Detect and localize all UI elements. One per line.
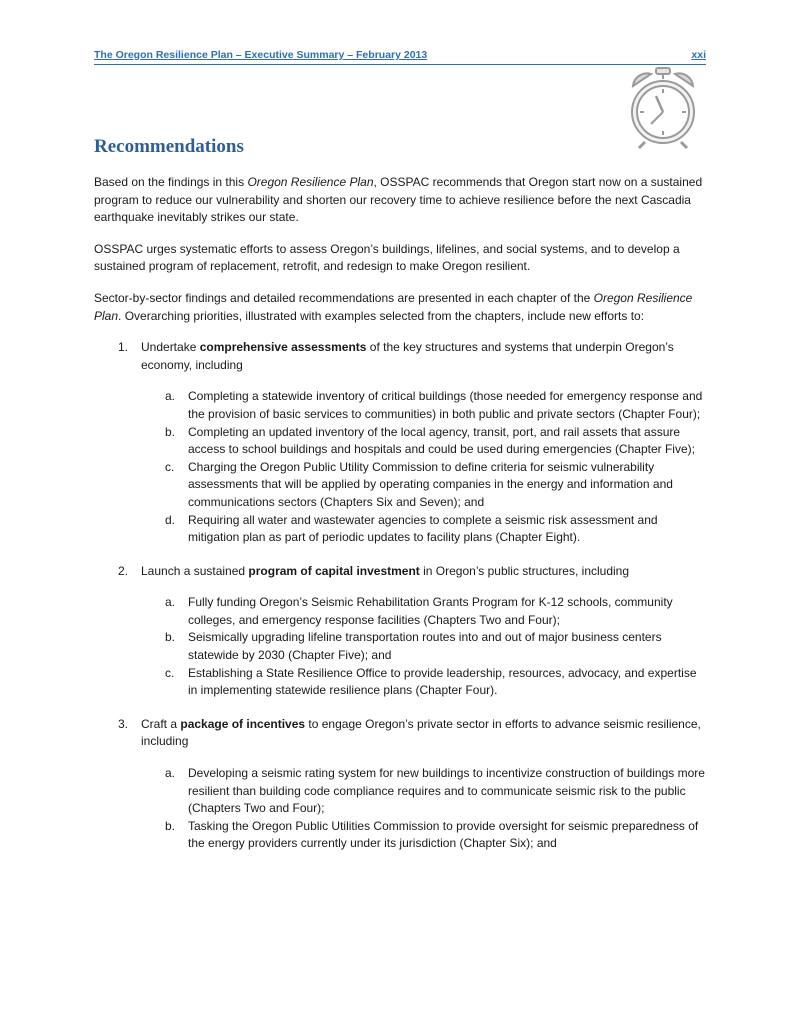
recommendation-list (94, 339, 706, 853)
list-item: a. Fully funding Oregon’s Seismic Rehabilitation Grants Program for K-12 schools, community colleges, and emergency response facilities (Chapters Two and Four); (165, 595, 673, 627)
alarm-clock-icon (623, 66, 703, 150)
list-item: b. Completing an updated inventory of the local agency, transit, port, and rail assets that assure access to school buildings and hospitals and could be used during emergencies (Chapter Five); (165, 424, 695, 457)
list-item: d. Requiring all water and wastewater agencies to complete a seismic risk assessment and mitigation plan as part of periodic updates to facility plans (Chapter Eight). (165, 512, 658, 545)
body-content (94, 174, 706, 869)
section-heading: Recommendations (94, 136, 244, 157)
header-title: The Oregon Resilience Plan – Executive Summary – February 2013 (94, 49, 428, 61)
running-header (94, 48, 706, 65)
list-item: b. Tasking the Oregon Public Utilities Commission to provide oversight for seismic preparedness of the energy providers currently under its jurisdiction (Chapter Six); and (165, 818, 699, 851)
page-number: xxi (691, 49, 706, 61)
intro-paragraph: Based on the findings in this Oregon Resilience Plan, OSSPAC recommends that Oregon start now on a sustained program to reduce our vulnerability and shorten our recovery time to achieve resilience before the next Cascadia earthquake inevitably strikes our state. (94, 175, 703, 225)
list-item: c. Establishing a State Resilience Office to provide leadership, resources, advocacy, and expertise in implementing statewide resilience plans (Chapter Four). (165, 665, 697, 698)
priorities-paragraph: Sector-by-sector findings and detailed recommendations are presented in each chapter of the Oregon Resilience Plan. Overarching priorities, illustrated with examples selected from the chapters, include new efforts to: (94, 290, 693, 323)
urge-paragraph: OSSPAC urges systematic efforts to assess Oregon’s buildings, lifelines, and social systems, and to develop a sustained program of replacement, retrofit, and redesign to make Oregon resilient. (94, 241, 680, 274)
recommendation-2: 2. Launch a sustained program of capital investment in Oregon’s public structures, including a. Fully funding Oregon’s Seismic Rehabilitation Grants Program for K-12 schools, community colleges, and emergency response facilities (Chapters Two and Four); b. Seismically upgrading lifeline transportation routes into and out of major business centers statewide by 2030 (Chapter Five); and c. Establishing a State Resilience Office to provide leadership, resources, advocacy, and expertise in implementing statewide resilience plans (Chapter Four). (94, 563, 706, 700)
recommendation-1: 1. Undertake comprehensive assessments of the key structures and systems that underpin Oregon’s economy, including a. Completing a statewide inventory of critical buildings (those needed for emergency response and the provision of basic services to communities) in both public and private sectors (Chapter Four); b. Completing an updated inventory of the local agency, transit, port, and rail assets that assure access to school buildings and hospitals and could be used during emergencies (Chapter Five); c. Charging the Oregon Public Utility Commission to define criteria for seismic vulnerability assessments that will be applied by operating companies in the energy and information and communications sectors (Chapters Six and Seven); and d. Requiring all water and wastewater agencies to complete a seismic risk assessment and mitigation plan as part of periodic updates to facility plans (Chapter Eight). (94, 339, 706, 547)
recommendation-3: 3. Craft a package of incentives to engage Oregon’s private sector in efforts to advance seismic resilience, including a. Developing a seismic rating system for new buildings to incentivize construction of buildings more resilient than building code compliance requires and to communicate seismic risk to the public (Chapters Two and Four); b. Tasking the Oregon Public Utilities Commission to provide oversight for seismic preparedness of the energy providers currently under its jurisdiction (Chapter Six); and (94, 716, 706, 853)
list-item: a. Developing a seismic rating system for new buildings to incentivize construction of buildings more resilient than building code compliance requires and to communicate seismic risk to the public (Chapters Two and Four); (165, 766, 705, 816)
list-item: b. Seismically upgrading lifeline transportation routes into and out of major business centers statewide by 2030 (Chapter Five); and (165, 630, 662, 663)
list-item: a. Completing a statewide inventory of critical buildings (those needed for emergency response and the provision of basic services to communities) in both public and private sectors (Chapter Four); (165, 389, 703, 421)
sub-list (141, 388, 706, 546)
sub-list (141, 765, 706, 853)
list-item: c. Charging the Oregon Public Utility Commission to define criteria for seismic vulnerability assessments that will be applied by operating companies in the energy and information and communications sectors (Chapters Six and Seven); and (165, 459, 673, 509)
sub-list (141, 594, 706, 700)
